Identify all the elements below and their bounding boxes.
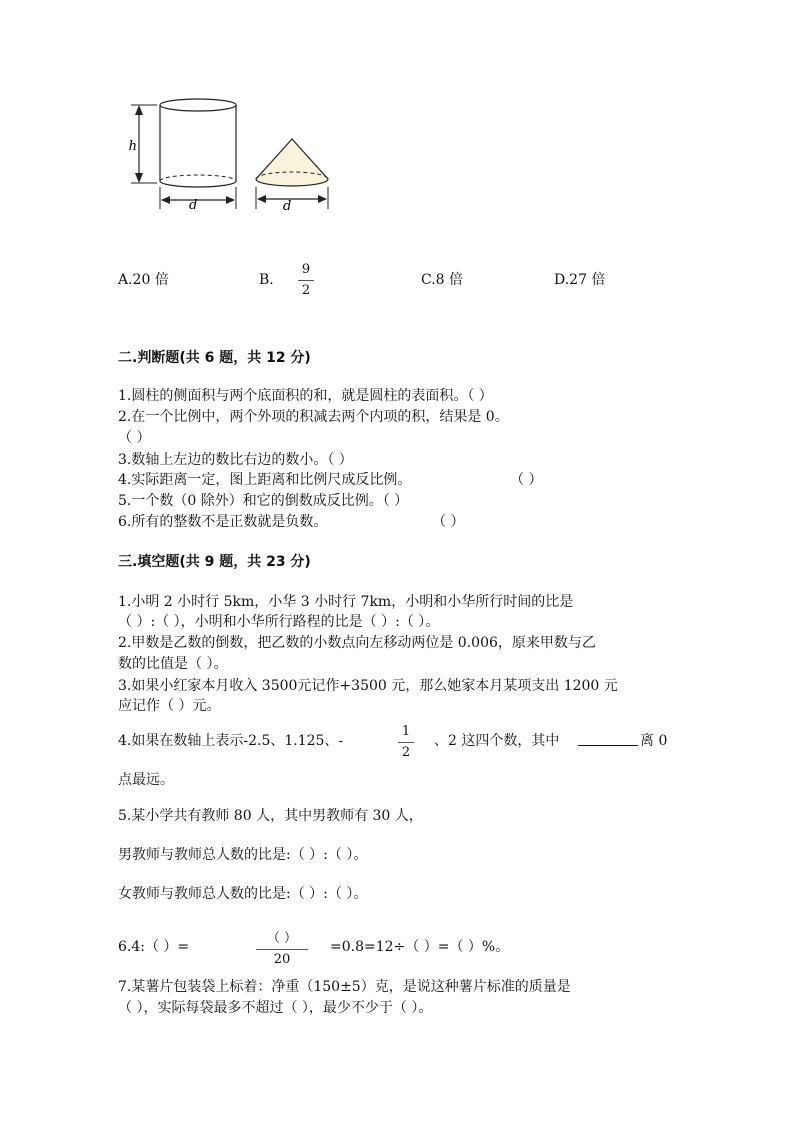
fill-q4-line2: 点最远。 [118, 772, 174, 788]
fill-q6-denominator: 20 [273, 952, 291, 967]
section2-title: 二.判断题(共 6 题，共 12 分) [118, 350, 311, 366]
fill-q4-denominator: 2 [401, 745, 411, 760]
fill-q4-answer-line[interactable] [578, 731, 638, 752]
section3-title: 三.填空题(共 9 题，共 23 分) [118, 554, 311, 570]
fill-q6-post: =0.8=12÷（ ）=（ ）%。 [330, 939, 510, 955]
height-arrow-top-head [135, 105, 143, 115]
option-b-fraction [298, 262, 314, 299]
cylinder-shape [160, 99, 236, 187]
label-d-cone: d [283, 199, 292, 214]
fill-q7-line2: （ ），实际每袋最多不超过（ ），最少不少于（ ）。 [118, 1000, 433, 1016]
judge-q3: 3.数轴上左边的数比右边的数小。（ ） [118, 452, 353, 468]
fill-q4-numerator: 1 [401, 724, 411, 739]
fill-q6-pre: 6.4:（ ）= [118, 939, 190, 955]
fill-q5-line1: 5.某小学共有教师 80 人，其中男教师有 30 人， [118, 808, 423, 824]
judge-q1: 1.圆柱的侧面积与两个底面积的和，就是圆柱的表面积。（ ） [118, 388, 493, 404]
fill-q3-line1: 3.如果小红家本月收入 3500元记作+3500 元，那么她家本月某项支出 1200 元 [118, 678, 618, 694]
fill-q2-line1: 2.甲数是乙数的倒数，把乙数的小数点向左移动两位是 0.006，原来甲数与乙 [118, 635, 596, 651]
judge-q6: 6.所有的整数不是正数就是负数。 [118, 514, 328, 530]
option-d: D.27 倍 [554, 272, 606, 288]
fill-q4-mid: 、2 这四个数，其中 [434, 733, 560, 749]
fill-q2-line2: 数的比值是（ ）。 [118, 656, 228, 672]
height-arrow-bottom-head [135, 173, 143, 183]
fill-q1-line1: 1.小明 2 小时行 5km，小华 3 小时行 7km，小明和小华所行时间的比是 [118, 594, 574, 610]
fill-q3-line2: 应记作（ ）元。 [118, 698, 221, 714]
fill-q4-post: 离 0 [640, 733, 668, 749]
fill-q5-line2: 男教师与教师总人数的比是:（ ）:（ ）。 [118, 847, 368, 863]
fill-q4-fraction [398, 724, 414, 761]
label-h: h [128, 139, 137, 154]
fill-q5-line3: 女教师与教师总人数的比是:（ ）:（ ）。 [118, 886, 368, 902]
judge-q2: 2.在一个比例中，两个外项的积减去两个内项的积，结果是 0。 [118, 409, 509, 425]
judge-q2-blank: （ ） [118, 430, 151, 446]
label-d-cylinder: d [189, 198, 198, 213]
judge-q4: 4.实际距离一定，图上距离和比例尺成反比例。 [118, 472, 412, 488]
cone-shape [256, 139, 328, 186]
option-c: C.8 倍 [421, 272, 464, 288]
option-b-prefix: B. [259, 272, 274, 288]
fill-q6-numerator: （ ） [266, 931, 298, 946]
judge-q5: 5.一个数（0 除外）和它的倒数成反比例。（ ） [118, 493, 409, 509]
fill-q6-fraction [256, 931, 308, 968]
judge-q4-blank: （ ） [510, 472, 543, 488]
option-a: A.20 倍 [118, 272, 169, 288]
option-b-numerator: 9 [301, 262, 311, 277]
fill-q1-line2: （ ）:（ ），小明和小华所行路程的比是（ ）:（ ）。 [118, 614, 440, 630]
cylinder-cone-figure [125, 95, 335, 215]
fill-q4-pre: 4.如果在数轴上表示-2.5、1.125、- [118, 733, 344, 749]
fill-q7-line1: 7.某薯片包装袋上标着：净重（150±5）克，是说这种薯片标准的质量是 [118, 979, 571, 995]
judge-q6-blank: （ ） [432, 514, 465, 530]
option-b-denominator: 2 [301, 283, 311, 298]
